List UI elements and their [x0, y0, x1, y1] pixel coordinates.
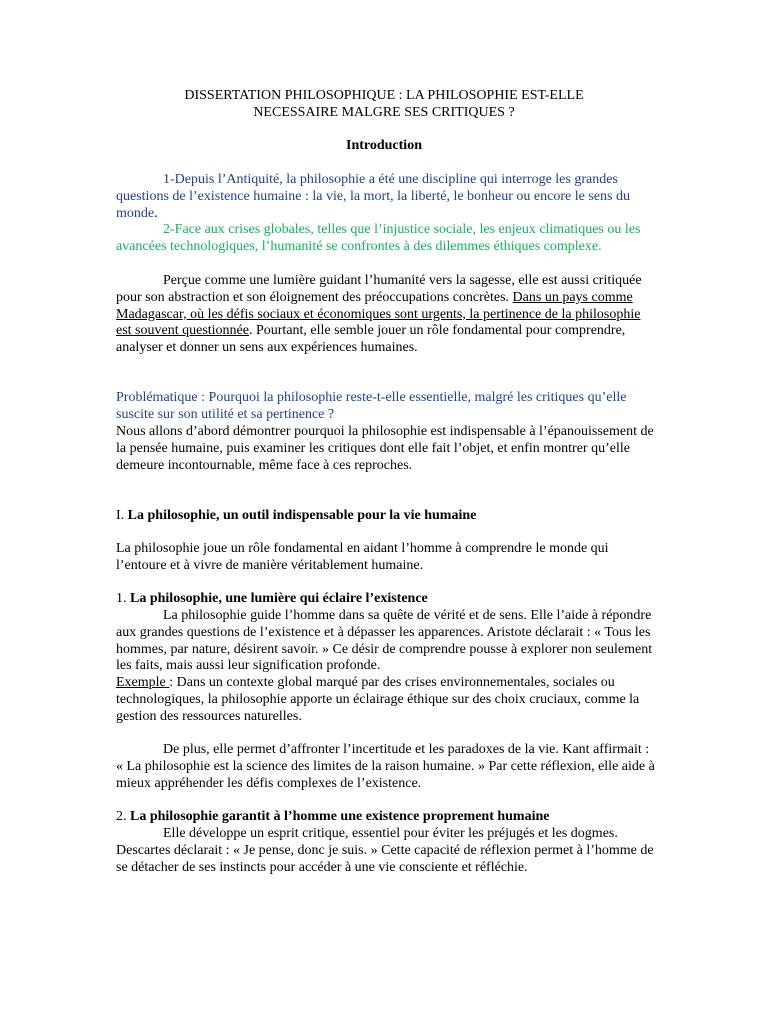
- intro-paragraph-1-text: 1-Depuis l’Antiquité, la philosophie a été une discipline qui interroge les grandes questions de l’existence humaine : la vie, la mort, la liberté, le bonheur ou encore le sens du monde: [116, 172, 630, 221]
- intro-paragraph-3-end: . Pourtant, elle semble jouer un rôle fondamental pour comprendre, analyser et donner un sens aux expériences humaines.: [116, 323, 626, 356]
- section-1-heading: [116, 508, 656, 525]
- subsection-1-heading: [116, 591, 656, 608]
- title-line-2: NECESSAIRE MALGRE SES CRITIQUES ?: [253, 104, 515, 120]
- section-1-heading-text: La philosophie, un outil indispensable pour la vie humaine: [127, 508, 477, 523]
- problematique: Problématique : Pourquoi la philosophie reste-t-elle essentielle, malgré les critiques qu’elle suscite sur son utilité et sa pertinence ?: [116, 390, 627, 422]
- example-text: : Dans un contexte global marqué par des crises environnementales, sociales ou technologiques, la philosophie apporte un éclairage éthique sur des choix cruciaux, comme la gestion des ressources naturelles.: [116, 675, 640, 724]
- title-line-1: DISSERTATION PHILOSOPHIQUE : LA PHILOSOPHIE EST-ELLE: [184, 88, 584, 103]
- introduction-heading-text: Introduction: [346, 138, 422, 153]
- example-label: Exemple: [116, 675, 170, 691]
- introduction-heading: [116, 138, 652, 155]
- subsection-1-paragraph-2: [116, 742, 656, 792]
- intro-paragraph-3-underlined: Dans un pays comme Madagascar, où les défis sociaux et économiques sont urgents, la pertinence de la philosophie est souvent questionnée: [116, 289, 641, 339]
- subsection-2-heading: [116, 809, 656, 826]
- subsection-1-number: 1.: [116, 591, 130, 606]
- subsection-2-number: 2.: [116, 809, 130, 824]
- section-1-number: I.: [116, 508, 128, 523]
- subsection-2-paragraph-1: [116, 826, 656, 876]
- subsection-1-heading-text: La philosophie, une lumière qui éclaire l’existence: [130, 591, 428, 606]
- subsection-1-paragraph-1-text: La philosophie guide l’homme dans sa quête de vérité et de sens. Elle l’aide à répondre aux grandes questions de l’existence et à dépasser les apparences. Aristote déclarait : « Tous les hommes, par nature, désirent savoir. » Ce désir de comprendre pousse à explorer non seulement les faits, mais aussi leur signification profonde.: [116, 608, 653, 674]
- intro-paragraph-1: [116, 172, 656, 222]
- plan-paragraph: Nous allons d’abord démontrer pourquoi la philosophie est indispensable à l’épanouissement de la pensée humaine, puis examiner les critiques dont elle fait l’objet, et enfin montrer qu’elle demeure incontournable, même face à ces reproches.: [116, 424, 654, 473]
- intro-paragraph-2: [116, 222, 656, 256]
- intro-paragraph-3-start: Perçue comme une lumière guidant l’humanité vers la sagesse, elle est aussi critiquée pour son abstraction et son éloignement des préoccupations concrètes.: [116, 273, 642, 305]
- section-1-intro: La philosophie joue un rôle fondamental en aidant l’homme à comprendre le monde qui l’entoure et à vivre de manière véritablement humaine.: [116, 541, 609, 573]
- intro-paragraph-1-end: .: [154, 205, 158, 221]
- document-title: [116, 88, 652, 122]
- intro-paragraph-2-text: 2-Face aux crises globales, telles que l’injustice sociale, les enjeux climatiques ou les avancées technologiques, l’humanité se confrontes à des dilemmes éthiques complexe.: [116, 222, 641, 254]
- subsection-2-paragraph-1-text: Elle développe un esprit critique, essentiel pour éviter les préjugés et les dogmes. Descartes déclarait : « Je pense, donc je suis. » Cette capacité de réflexion permet à l’homme de se détacher de ses instincts pour accéder à une vie consciente et réfléchie.: [116, 826, 654, 875]
- subsection-1-paragraph-2-text: De plus, elle permet d’affronter l’incertitude et les paradoxes de la vie. Kant affirmait : « La philosophie est la science des limites de la raison humaine. » Par cette réflexion, elle aide à mieux appréhender les défis complexes de l’existence.: [116, 742, 655, 791]
- subsection-2-heading-text: La philosophie garantit à l’homme une existence proprement humaine: [130, 809, 550, 824]
- subsection-1-paragraph-1: [116, 608, 656, 726]
- intro-paragraph-3: [116, 273, 656, 357]
